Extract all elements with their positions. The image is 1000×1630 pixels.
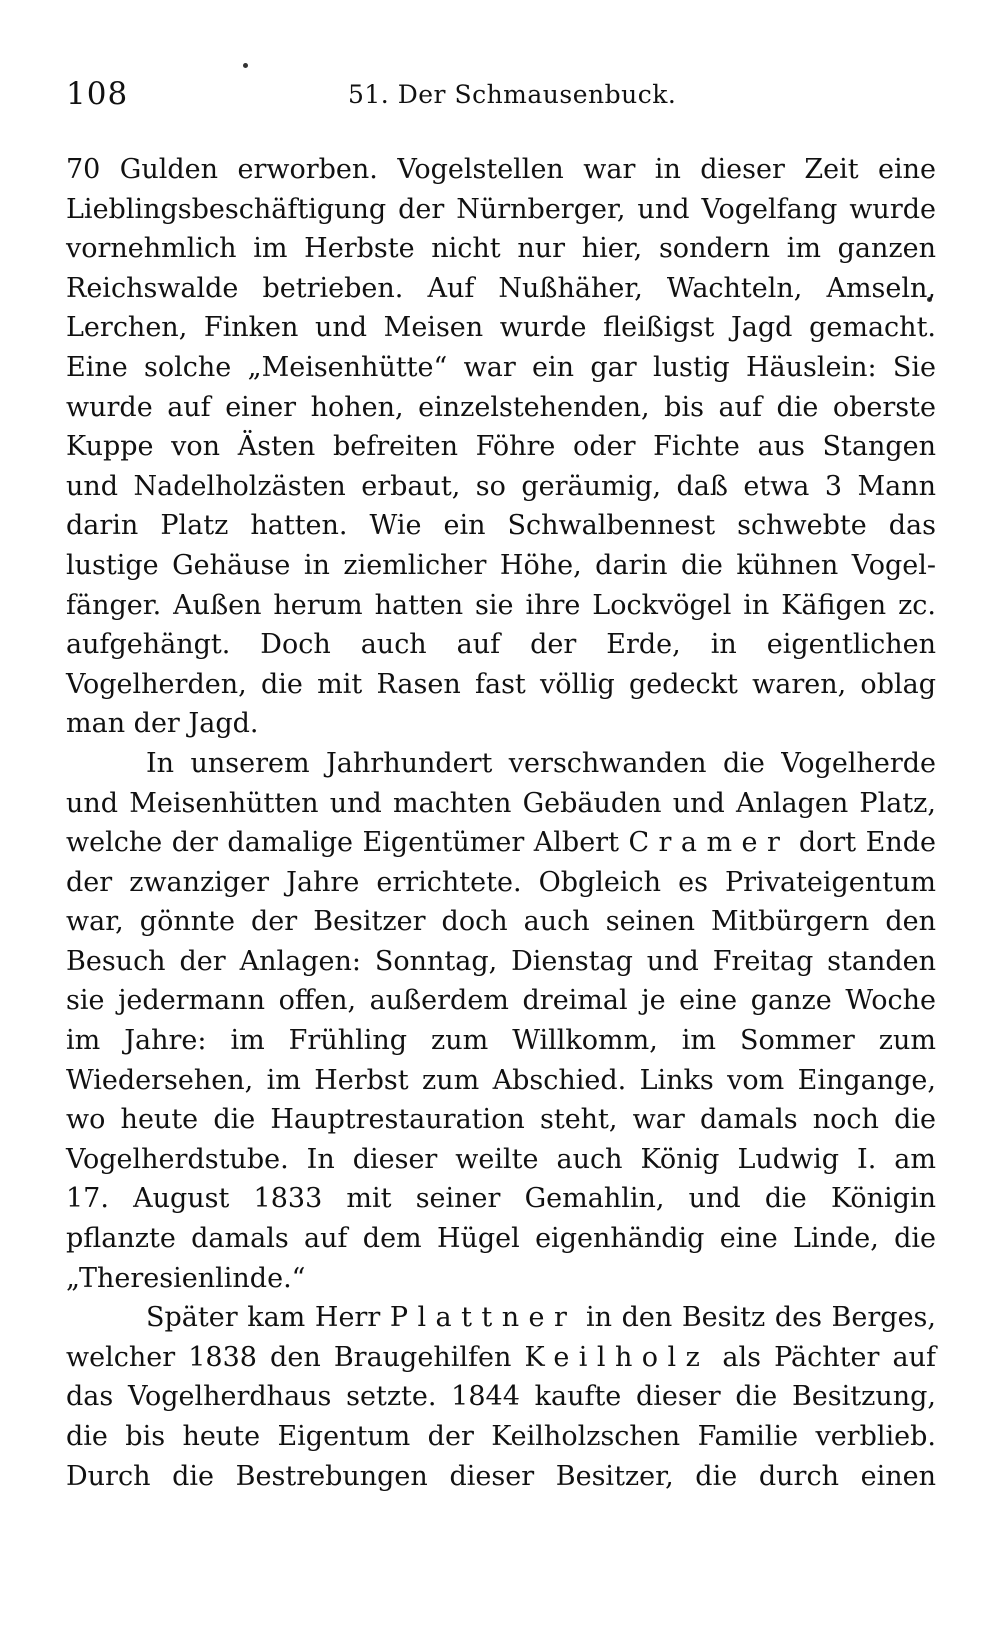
text-line: In unserem Jahrhundert verschwanden die Vogelherde [146, 747, 936, 779]
text-line [66, 823, 936, 863]
text-line: der zwanziger Jahre errichtete. Obgleich es Privateigentum [66, 866, 936, 898]
text-line: man der Jagd. [66, 708, 259, 740]
person-name-keilholz: Keilholz [524, 1341, 710, 1373]
text-line: aufgehängt. Doch auch auf der Erde, in eigentlichen [66, 629, 936, 661]
page-number: 108 [66, 76, 129, 112]
text-line: Durch die Bestrebungen dieser Besitzer, die durch einen [66, 1460, 936, 1492]
text-line: Vogelherdstube. In dieser weilte auch König Ludwig I. am [66, 1143, 936, 1175]
person-name-cramer: Cramer [628, 827, 790, 859]
text-line: Wiedersehen, im Herbst zum Abschied. Links vom Eingange, [66, 1064, 936, 1096]
text-line: Kuppe von Ästen befreiten Föhre oder Fichte aus Stangen [66, 431, 936, 463]
body-text [66, 150, 936, 1496]
text-line: 70 Gulden erworben. Vogelstellen war in dieser Zeit eine [66, 154, 936, 185]
text-line: Besuch der Anlagen: Sonntag, Dienstag und Freitag standen [66, 945, 936, 977]
text-fragment: welche der damalige Eigentümer Albert [66, 827, 629, 859]
print-speck [243, 63, 248, 68]
text-fragment: welcher 1838 den Braugehilfen [66, 1341, 525, 1373]
text-line: lustige Gehäuse in ziemlicher Höhe, darin die kühnen Vogel- [66, 549, 936, 581]
text-line: wurde auf einer hohen, einzelstehenden, bis auf die oberste [66, 391, 936, 423]
text-fragment: in den Besitz des Berges, [576, 1302, 936, 1334]
text-line [66, 1338, 936, 1378]
text-fragment: dort Ende [789, 827, 936, 859]
text-line: im Jahre: im Frühling zum Willkomm, im Sommer zum [66, 1025, 936, 1057]
text-line: Reichswalde betrieben. Auf Nußhäher, Wachteln, Amseln, [66, 272, 936, 304]
running-title: 51. Der Schmausenbuck. [348, 80, 677, 109]
page-header [66, 76, 936, 126]
text-line: „Theresienlinde.“ [66, 1262, 306, 1294]
text-line: pflanzte damals auf dem Hügel eigenhändig eine Linde, die [66, 1223, 936, 1255]
text-line: wo heute die Hauptrestauration steht, war damals noch die [66, 1104, 936, 1136]
text-fragment: als Pächter auf [709, 1341, 936, 1373]
text-line: und Meisenhütten und machten Gebäuden und Anlagen Platz, [66, 787, 936, 819]
text-line: die bis heute Eigentum der Keilholzschen Familie verblieb. [66, 1421, 936, 1452]
text-line: Eine solche „Meisenhütte“ war ein gar lustig Häuslein: Sie [66, 351, 936, 383]
text-line: fänger. Außen herum hatten sie ihre Lockvögel in Käfigen zc. [66, 589, 936, 621]
text-line: Vogelherden, die mit Rasen fast völlig gedeckt waren, oblag [66, 668, 936, 700]
text-line: vornehmlich im Herbste nicht nur hier, sondern im ganzen [66, 233, 936, 265]
text-line: und Nadelholzästen erbaut, so geräumig, daß etwa 3 Mann [66, 470, 936, 502]
text-line [66, 1298, 936, 1338]
text-fragment: Später kam Herr [146, 1302, 390, 1334]
text-line: Lerchen, Finken und Meisen wurde fleißigst Jagd gemacht. [66, 312, 936, 344]
text-line: war, gönnte der Besitzer doch auch seinen Mitbürgern den [66, 906, 936, 938]
text-line: 17. August 1833 mit seiner Gemahlin, und die Königin [66, 1183, 936, 1215]
text-line: darin Platz hatten. Wie ein Schwalbennest schwebte das [66, 510, 936, 542]
text-line: Lieblingsbeschäftigung der Nürnberger, und Vogelfang wurde [66, 193, 936, 225]
text-line: sie jedermann offen, außerdem dreimal je eine ganze Woche [66, 985, 936, 1017]
text-line: das Vogelherdhaus setzte. 1844 kaufte dieser die Besitzung, [66, 1381, 936, 1413]
person-name-plattner: Plattner [389, 1302, 577, 1334]
